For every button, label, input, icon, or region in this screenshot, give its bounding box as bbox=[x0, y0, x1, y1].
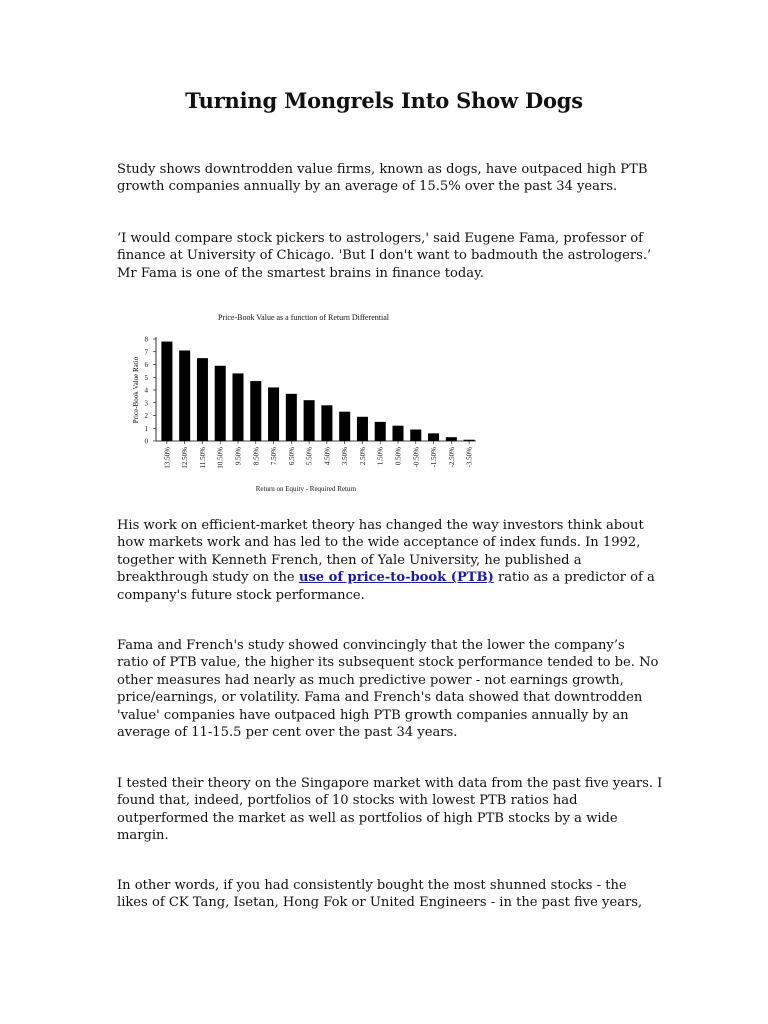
x-tick-label: 0.50% bbox=[394, 447, 403, 466]
bar bbox=[286, 394, 297, 441]
bar bbox=[392, 426, 403, 441]
bar bbox=[446, 437, 457, 441]
y-tick-label: 2 bbox=[144, 412, 148, 420]
text-line: company's future stock performance. bbox=[117, 587, 365, 603]
x-tick-label: 13.50% bbox=[163, 447, 172, 469]
x-tick-label: 7.50% bbox=[270, 447, 279, 466]
y-tick-label: 1 bbox=[144, 424, 148, 433]
y-axis-label: Price-Book Value Ratio bbox=[132, 356, 140, 424]
y-tick-label: 8 bbox=[144, 335, 148, 344]
paragraph-conclusion bbox=[117, 877, 647, 912]
x-tick-label: 3.50% bbox=[341, 447, 350, 466]
bar bbox=[268, 387, 279, 441]
bar bbox=[304, 400, 315, 441]
text-line: price/earnings, or volatility. Fama and French's data showed that downtrodden bbox=[117, 690, 643, 706]
text-line: His work on efficient-market theory has changed the way investors think about bbox=[117, 518, 644, 533]
text-line: ‘I would compare stock pickers to astrologers,' said Eugene Fama, professor of bbox=[117, 231, 643, 246]
text-line: margin. bbox=[117, 828, 169, 844]
text-line: 'value' companies have outpaced high PTB growth companies annually by an bbox=[117, 707, 629, 723]
x-tick-label: 4.50% bbox=[323, 447, 332, 466]
bar bbox=[232, 373, 243, 441]
x-tick-label: 12.50% bbox=[181, 447, 190, 469]
x-tick-label: 9.50% bbox=[234, 447, 243, 466]
x-tick-label: 11.50% bbox=[198, 447, 207, 469]
bar bbox=[428, 433, 439, 441]
y-tick-label: 3 bbox=[144, 399, 148, 408]
bar bbox=[179, 350, 190, 441]
bar bbox=[339, 412, 350, 441]
text-fragment: breakthrough study on the bbox=[117, 570, 299, 586]
text-line: In other words, if you had consistently bought the most shunned stocks - the bbox=[117, 878, 627, 893]
text-line: other measures had nearly as much predictive power - not earnings growth, bbox=[117, 672, 624, 688]
text-line: finance at University of Chicago. 'But I don't want to badmouth the astrologers.’ bbox=[117, 248, 652, 264]
article-title: Turning Mongrels Into Show Dogs bbox=[185, 88, 583, 113]
x-tick-label: -0.50% bbox=[412, 447, 421, 468]
paragraph-study-results bbox=[117, 637, 659, 741]
x-tick-label: 6.50% bbox=[287, 447, 296, 466]
x-tick-label: -3.50% bbox=[465, 447, 474, 468]
bar bbox=[250, 381, 261, 441]
x-tick-label: 2.50% bbox=[358, 447, 367, 466]
bar bbox=[357, 417, 368, 441]
x-tick-label: -1.50% bbox=[430, 447, 439, 468]
chart-title: Price-Book Value as a function of Return Differential bbox=[218, 313, 389, 322]
ptb-bar-chart bbox=[118, 308, 488, 498]
bar bbox=[464, 440, 475, 441]
bar bbox=[215, 366, 226, 441]
paragraph-quote bbox=[117, 230, 652, 282]
x-tick-label: 10.50% bbox=[216, 447, 225, 469]
text-line: outperformed the market as well as portfolios of high PTB stocks by a wide bbox=[117, 810, 618, 826]
x-tick-label: 1.50% bbox=[376, 447, 385, 466]
y-tick-label: 7 bbox=[144, 348, 148, 357]
text-line: how markets work and has led to the wide acceptance of index funds. In 1992, bbox=[117, 535, 641, 551]
paragraph-fama-work bbox=[117, 517, 655, 604]
text-line bbox=[117, 569, 655, 586]
text-line: ratio of PTB value, the higher its subsequent stock performance tended to be. No bbox=[117, 655, 659, 671]
text-line: Fama and French's study showed convincingly that the lower the company’s bbox=[117, 638, 625, 653]
y-tick-label: 4 bbox=[144, 386, 148, 395]
text-line: Study shows downtrodden value firms, known as dogs, have outpaced high PTB bbox=[117, 162, 648, 177]
y-tick-label: 6 bbox=[144, 361, 148, 369]
text-line: found that, indeed, portfolios of 10 stocks with lowest PTB ratios had bbox=[117, 793, 578, 809]
y-tick-label: 0 bbox=[144, 437, 148, 446]
bar bbox=[197, 358, 208, 441]
text-line: average of 11-15.5 per cent over the past 34 years. bbox=[117, 725, 458, 741]
text-fragment: ratio as a predictor of a bbox=[493, 570, 655, 586]
x-tick-label: 8.50% bbox=[252, 447, 261, 466]
text-line: I tested their theory on the Singapore market with data from the past five years. I bbox=[117, 776, 663, 791]
ptb-study-link[interactable]: use of price-to-book (PTB) bbox=[298, 570, 494, 586]
chart-svg bbox=[118, 308, 488, 498]
paragraph-singapore-test bbox=[117, 775, 663, 845]
text-line: Mr Fama is one of the smartest brains in finance today. bbox=[117, 265, 484, 281]
bar bbox=[410, 430, 421, 441]
y-tick-label: 5 bbox=[144, 373, 148, 382]
text-line: growth companies annually by an average of 15.5% over the past 34 years. bbox=[117, 179, 618, 195]
bar bbox=[321, 405, 332, 441]
bar bbox=[161, 342, 172, 441]
x-tick-label: 5.50% bbox=[305, 447, 314, 466]
paragraph-intro bbox=[117, 161, 647, 196]
text-line: likes of CK Tang, Isetan, Hong Fok or United Engineers - in the past five years, bbox=[117, 895, 643, 911]
x-tick-label: -2.50% bbox=[447, 447, 456, 468]
text-line: together with Kenneth French, then of Yale University, he published a bbox=[117, 552, 582, 568]
x-axis-label: Return on Equity - Required Return bbox=[255, 485, 357, 493]
bar bbox=[375, 422, 386, 441]
